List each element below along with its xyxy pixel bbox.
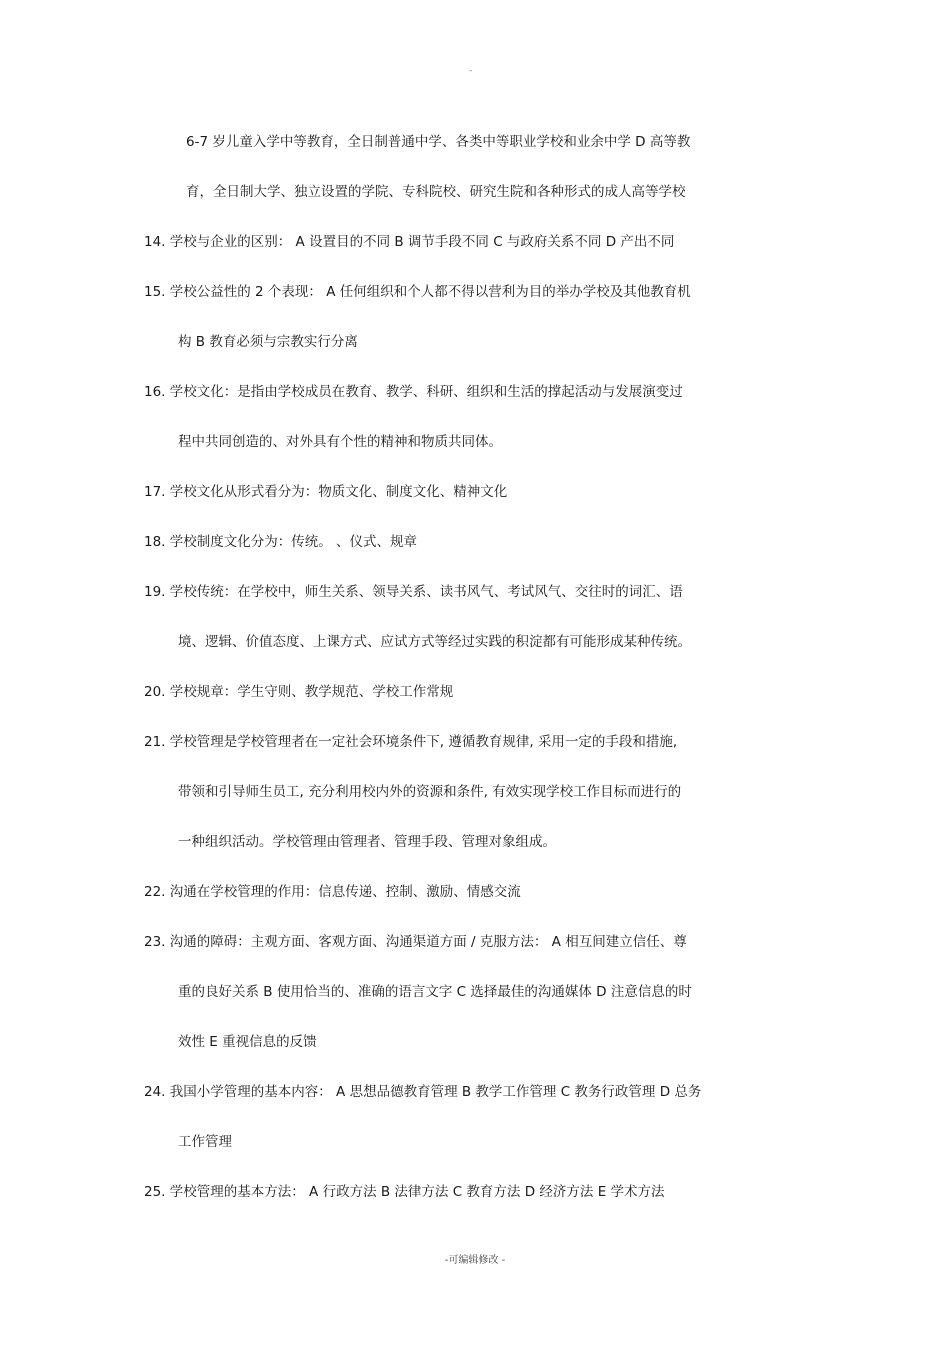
list-item-14: 14. 学校与企业的区别： A 设置目的不同 B 调节手段不同 C 与政府关系不同 D 产出不同 <box>144 234 675 250</box>
text-line: 程中共同创造的、对外具有个性的精神和物质共同体。 <box>178 434 502 450</box>
list-item-16: 16. 学校文化：是指由学校成员在教育、教学、科研、组织和生活的撑起活动与发展演变过 <box>144 384 683 400</box>
text-line: 重的良好关系 B 使用恰当的、准确的语言文字 C 选择最佳的沟通媒体 D 注意信息的时 <box>178 984 692 1000</box>
list-item-20: 20. 学校规章：学生守则、教学规范、学校工作常规 <box>144 684 454 700</box>
text-line: 6-7 岁儿童入学中等教育，全日制普通中学、各类中等职业学校和业余中学 D 高等教 <box>186 134 691 150</box>
list-item-24: 24. 我国小学管理的基本内容： A 思想品德教育管理 B 教学工作管理 C 教务行政管理 D 总务 <box>144 1084 702 1100</box>
page-footer: -可编辑修改 - <box>444 1255 506 1266</box>
header-mark: - <box>469 66 473 76</box>
text-line: 一种组织活动。学校管理由管理者、管理手段、管理对象组成。 <box>178 834 556 850</box>
list-item-23: 23. 沟通的障碍：主观方面、客观方面、沟通渠道方面 / 克服方法： A 相互间建立信任、尊 <box>144 934 687 950</box>
text-line: 境、逻辑、价值态度、上课方式、应试方式等经过实践的积淀都有可能形成某种传统。 <box>178 634 691 650</box>
list-item-22: 22. 沟通在学校管理的作用：信息传递、控制、激励、情感交流 <box>144 884 521 900</box>
list-item-15: 15. 学校公益性的 2 个表现： A 任何组织和个人都不得以营利为目的举办学校及其他教育机 <box>144 284 691 300</box>
text-line: 工作管理 <box>178 1134 232 1150</box>
text-line: 育，全日制大学、独立设置的学院、专科院校、研究生院和各种形式的成人高等学校 <box>186 184 686 200</box>
list-item-21: 21. 学校管理是学校管理者在一定社会环境条件下, 遵循教育规律, 采用一定的手段和措施, <box>144 734 678 750</box>
text-line: 构 B 教育必须与宗教实行分离 <box>178 334 358 350</box>
list-item-19: 19. 学校传统：在学校中，师生关系、领导关系、读书风气、考试风气、交往时的词汇、语 <box>144 584 683 600</box>
text-line: 带领和引导师生员工, 充分利用校内外的资源和条件, 有效实现学校工作目标而进行的 <box>178 784 682 800</box>
text-line: 效性 E 重视信息的反馈 <box>178 1034 317 1050</box>
list-item-25: 25. 学校管理的基本方法： A 行政方法 B 法律方法 C 教育方法 D 经济方法 E 学术方法 <box>144 1184 665 1200</box>
list-item-17: 17. 学校文化从形式看分为：物质文化、制度文化、精神文化 <box>144 484 508 500</box>
list-item-18: 18. 学校制度文化分为：传统。 、仪式、规章 <box>144 534 418 550</box>
